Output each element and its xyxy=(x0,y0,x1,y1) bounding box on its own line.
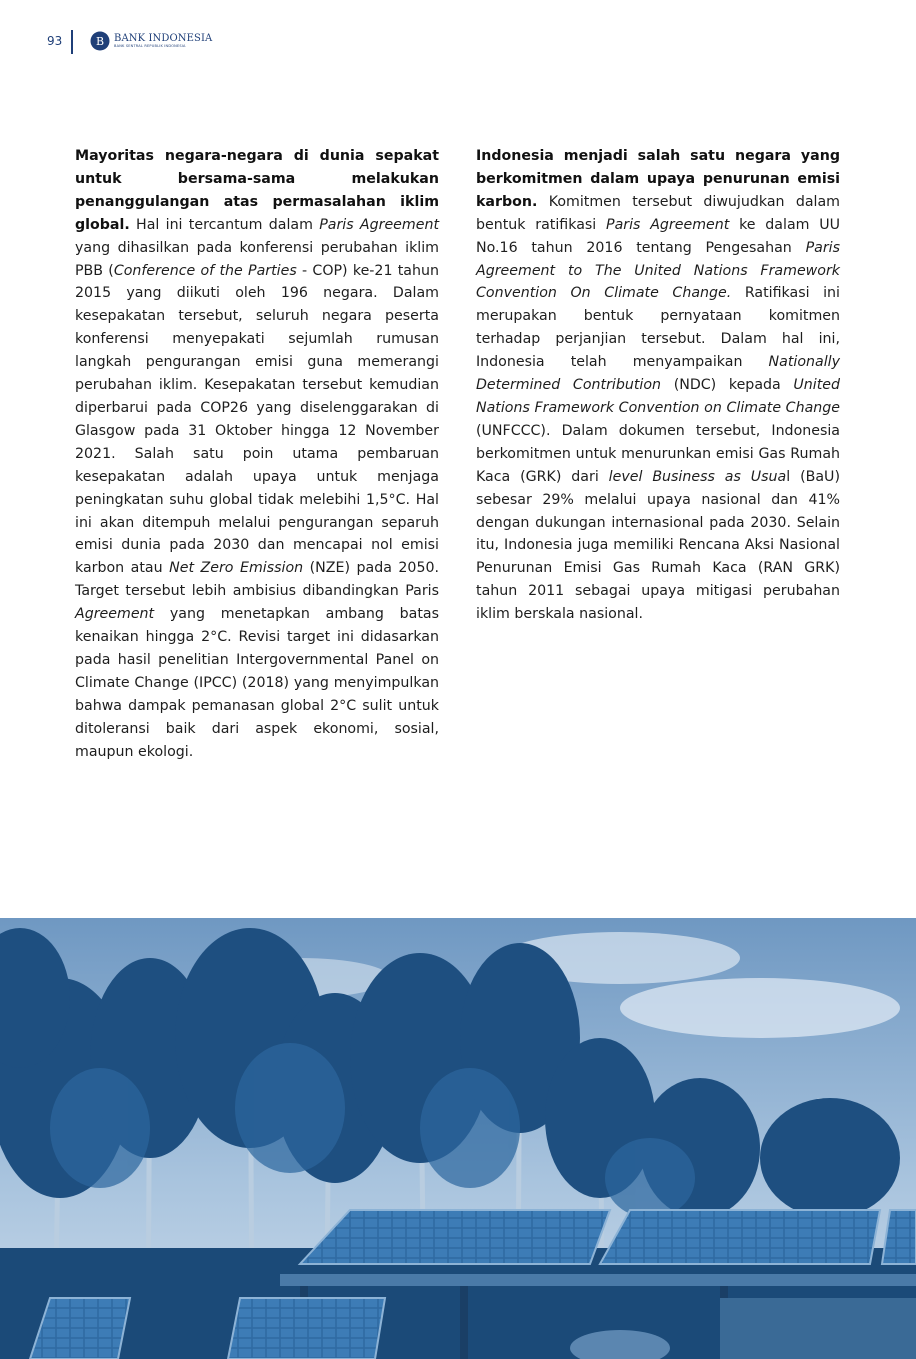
text-run: Komitmen tersebut diwujudkan dalam bentuk ratifikasi xyxy=(476,193,840,233)
text-run: (NZE) pada 2050. Target tersebut lebih ambisius dibandingkan Paris xyxy=(75,560,440,600)
solar-panel-photo xyxy=(0,918,916,1359)
text-run: (NDC) kepada xyxy=(661,377,794,394)
logo-subtext: BANK SENTRAL REPUBLIK INDONESIA xyxy=(114,44,186,48)
header-divider xyxy=(71,30,73,54)
italic-run: Agreement xyxy=(75,606,155,623)
page-header xyxy=(0,0,916,80)
text-run: Ratifikasi ini merupakan bentuk pernyataan komitmen terhadap perjanjian tersebut. Dalam hal ini, Indonesia telah menyampaikan xyxy=(476,285,840,371)
italic-run: Paris Agreement to The United Nations Framework Convention On Climate Change. xyxy=(476,239,840,302)
bank-indonesia-logo xyxy=(90,31,212,51)
italic-run: Nationally Determined Contribution xyxy=(476,354,840,394)
svg-text:B: B xyxy=(95,35,105,48)
italic-run: Paris Agreement xyxy=(606,216,730,233)
solar-panel-illustration xyxy=(0,918,916,1359)
text-run: (UNFCCC). Dalam dokumen tersebut, Indonesia berkomitmen untuk menurunkan emisi Gas Rumah Kaca (GRK) dari xyxy=(476,422,840,485)
italic-run: United Nations Framework Convention on Climate Change xyxy=(476,377,840,416)
left-column-text xyxy=(75,145,439,763)
text-run: - COP) ke-21 tahun 2015 yang diikuti oleh 196 negara. Dalam kesepakatan tersebut, seluruh negara peserta konferensi menyepakati sejumlah rumusan langkah pengurangan emisi guna memerangi perubahan iklim. Kesepakatan tersebut kemudian diperbarui pada COP26 yang diselenggarakan di Glasgow pada 31 Oktober hingga 12 November 2021. Salah satu poin utama pembaruan kesepakatan adalah upaya untuk menjaga peningkatan suhu global tidak melebihi 1,5°C. Hal ini akan ditempuh melalui pengurangan separuh emisi dunia pada 2030 dan mencapai nol emisi karbon atau xyxy=(75,262,439,577)
right-column-text xyxy=(476,145,840,626)
logo-name: BANK INDONESIA xyxy=(114,33,213,44)
text-run: Hal ini tercantum dalam xyxy=(129,216,320,233)
bank-indonesia-emblem-icon xyxy=(90,31,110,51)
italic-run: level Business as Usua xyxy=(608,468,787,485)
text-run: l (BaU) sebesar 29% melalui upaya nasional dan 41% dengan dukungan internasional pada 2030. Selain itu, Indonesia juga memiliki Rencana Aksi Nasional Penurunan Emisi Gas Rumah Kaca (RAN GRK) tahun 2011 sebagai upaya mitigasi perubahan iklim berskala nasional. xyxy=(476,468,840,623)
italic-run: Paris Agreement xyxy=(319,216,440,233)
page-number: 93 xyxy=(47,34,63,48)
italic-run: Conference of the Parties xyxy=(113,262,297,279)
text-run: ke dalam UU No.16 tahun 2016 tentang Pengesahan xyxy=(476,216,840,256)
italic-run: Net Zero Emission xyxy=(169,560,304,577)
text-run: yang menetapkan ambang batas kenaikan hingga 2°C. Revisi target ini didasarkan pada hasil penelitian Intergovernmental Panel on Climate Change (IPCC) (2018) yang menyimpulkan bahwa dampak pemanasan global 2°C sulit untuk ditoleransi baik dari aspek ekonomi, sosial, maupun ekologi. xyxy=(75,606,439,760)
left-lead: Mayoritas negara-negara di dunia sepakat untuk bersama-sama melakukan penanggulangan atas permasalahan iklim global. xyxy=(75,148,439,233)
right-lead: Indonesia menjadi salah satu negara yang berkomitmen dalam upaya penurunan emisi karbon. xyxy=(476,148,840,210)
text-run: yang dihasilkan pada konferensi perubahan iklim PBB ( xyxy=(75,239,439,279)
